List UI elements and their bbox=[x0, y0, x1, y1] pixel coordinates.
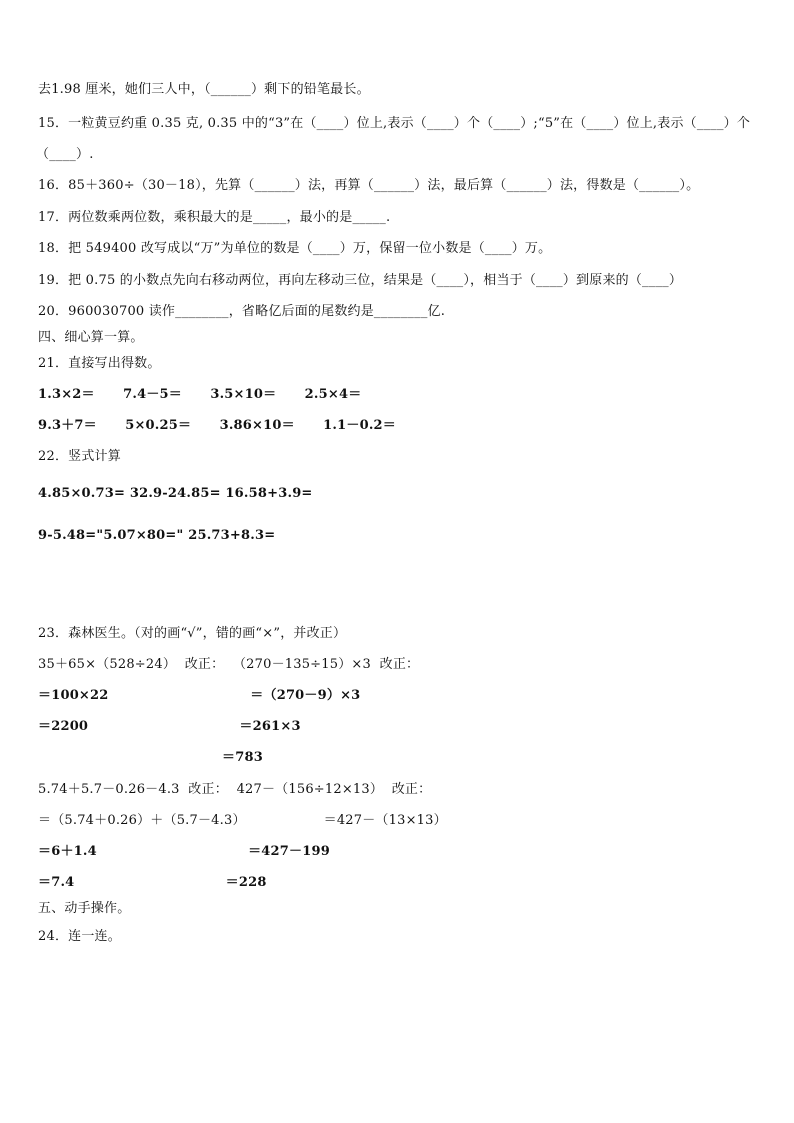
q23-title: 23．森林医生。（对的画“√”，错的画“×”，并改正） bbox=[38, 626, 347, 641]
q23-c-step1: ＝（5.74＋0.26）＋（5.7－4.3） ＝427－（13×13） bbox=[38, 813, 447, 828]
section-5-heading: 五、动手操作。 bbox=[38, 901, 131, 916]
q22-row2: 9-5.48="5.07×80=" 25.73+8.3= bbox=[38, 528, 276, 543]
q21-title: 21．直接写出得数。 bbox=[38, 356, 161, 371]
q20: 20．960030700 读作________，省略亿后面的尾数约是________亿. bbox=[38, 304, 446, 319]
q23-a-step1: ＝100×22 ＝（270－9）×3 bbox=[38, 688, 361, 703]
q19: 19．把 0.75 的小数点先向右移动两位，再向左移动三位，结果是（____），相当于（____）到原来的（____） bbox=[38, 273, 683, 288]
q23-c-step2: ＝6＋1.4 ＝427－199 bbox=[38, 844, 330, 859]
section-4-heading: 四、细心算一算。 bbox=[38, 330, 144, 345]
q15-line1: 15．一粒黄豆约重 0.35 克, 0.35 中的“3”在（____）位上,表示（____）个（____）;“5”在（____）位上,表示（____）个 bbox=[38, 116, 751, 131]
q21-row2: 9.3＋7＝ 5×0.25＝ 3.86×10＝ 1.1－0.2＝ bbox=[38, 418, 397, 433]
q23-c-header: 5.74＋5.7－0.26－4.3 改正： 427－（156÷12×13） 改正： bbox=[38, 782, 432, 797]
q17: 17．两位数乘两位数，乘积最大的是_____，最小的是_____. bbox=[38, 210, 391, 225]
q24-title: 24．连一连。 bbox=[38, 929, 121, 944]
q15-line2: （____）. bbox=[36, 147, 94, 162]
q21-row1: 1.3×2＝ 7.4－5＝ 3.5×10＝ 2.5×4＝ bbox=[38, 387, 362, 402]
q23-a-header: 35＋65×（528÷24） 改正： （270－135÷15）×3 改正： bbox=[38, 657, 420, 672]
q18: 18．把 549400 改写成以“万”为单位的数是（____）万，保留一位小数是（____）万。 bbox=[38, 241, 552, 256]
q16: 16．85＋360÷（30－18），先算（______）法，再算（______）法，最后算（______）法，得数是（______）。 bbox=[38, 178, 700, 193]
q23-b-step3: ＝783 bbox=[222, 750, 263, 765]
q22-title: 22．竖式计算 bbox=[38, 449, 121, 464]
q23-c-step3: ＝7.4 ＝228 bbox=[38, 875, 267, 890]
q23-a-step2: ＝2200 ＝261×3 bbox=[38, 719, 301, 734]
q14-continued: 去1.98 厘米，她们三人中，（______）剩下的铅笔最长。 bbox=[38, 82, 370, 97]
q22-row1: 4.85×0.73= 32.9-24.85= 16.58+3.9= bbox=[38, 486, 313, 501]
